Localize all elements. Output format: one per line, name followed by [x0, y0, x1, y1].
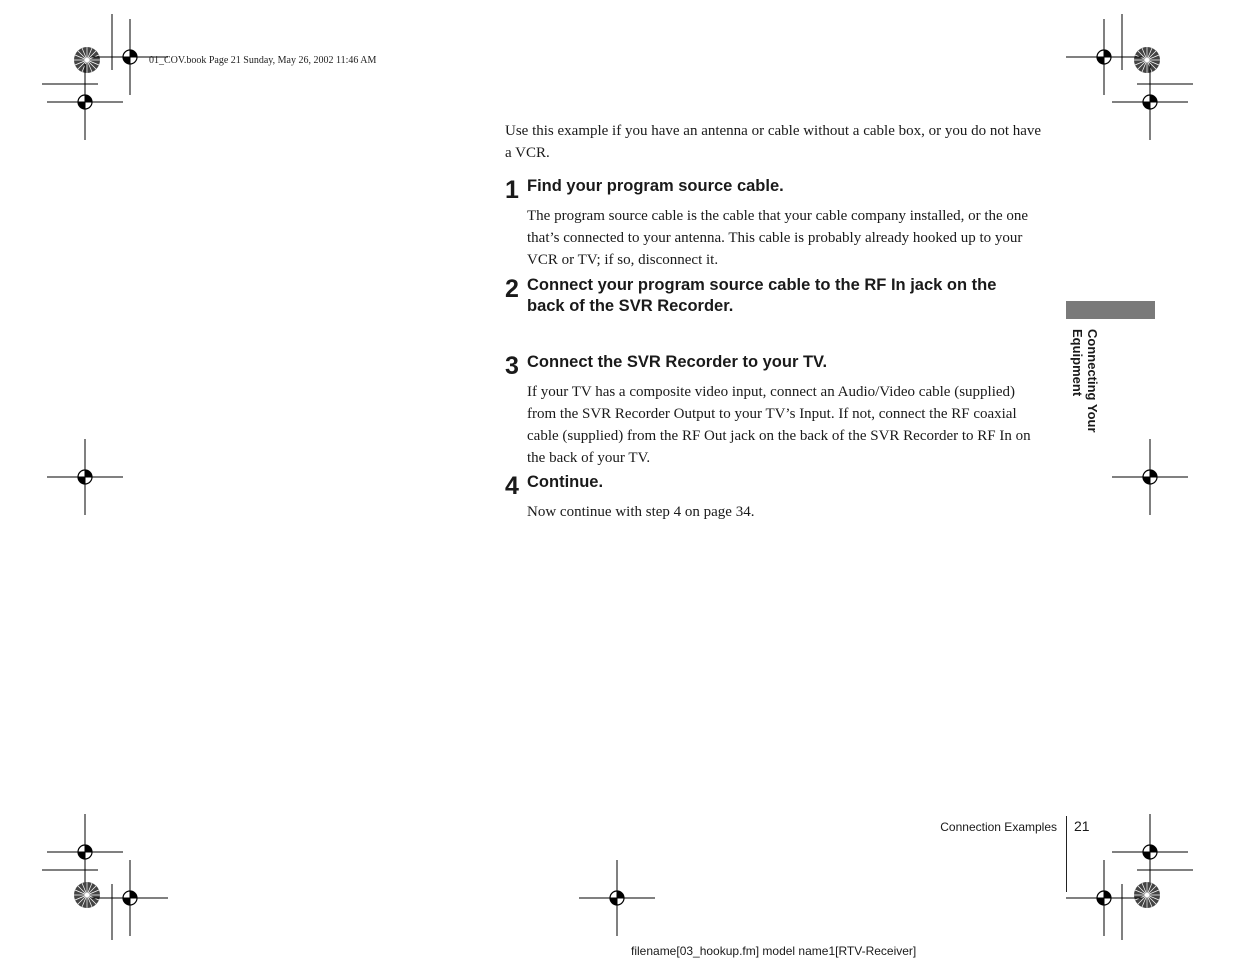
section-tab-label	[1070, 329, 1100, 439]
crop-mark-middle-right	[1112, 439, 1188, 515]
step-3-title: Connect the SVR Recorder to your TV.	[527, 353, 828, 371]
footer-divider	[1066, 816, 1067, 892]
page-number: 21	[1074, 818, 1090, 834]
step-1-number: 1	[505, 176, 519, 204]
step-3-body: If your TV has a composite video input, connect an Audio/Video cable (supplied) from the SVR Recorder Output to your TV’s Input. If not, connect the RF coaxial cable (supplied) from the RF Out jack on the back of the SVR Recorder to RF In on the back of your TV.	[527, 384, 1031, 466]
step-1-body: The program source cable is the cable that your cable company installed, or the one that’s connected to your antenna. This cable is probably already hooked up to your VCR or TV; if so, disconnect it.	[527, 208, 1029, 268]
crop-mark-middle-left	[47, 439, 123, 515]
crop-mark-top-right	[1066, 14, 1193, 140]
step-4-number: 4	[505, 472, 519, 500]
step-1-title: Find your program source cable.	[527, 177, 784, 195]
crop-mark-top-left	[42, 14, 168, 140]
section-tab-label-text: Connecting Your Equipment	[1070, 329, 1100, 433]
file-info-footer: filename[03_hookup.fm] model name1[RTV-Receiver]	[631, 944, 917, 958]
step-4-title: Continue.	[527, 473, 604, 491]
step-2-number: 2	[505, 275, 519, 303]
book-info-header: 01_COV.book Page 21 Sunday, May 26, 2002 11:46 AM	[149, 55, 377, 66]
step-3-number: 3	[505, 352, 519, 380]
intro-paragraph: Use this example if you have an antenna or cable without a cable box, or you do not have a VCR.	[505, 123, 1042, 161]
section-tab-marker	[1066, 301, 1155, 319]
footer-section-title: Connection Examples	[940, 820, 1057, 834]
crop-mark-bottom-left	[42, 814, 168, 940]
step-2-title: Connect your program source cable to the RF In jack on the back of the SVR Recorder.	[527, 276, 997, 315]
crop-mark-bottom-center	[579, 860, 655, 936]
step-4-body: Now continue with step 4 on page 34.	[527, 504, 755, 520]
